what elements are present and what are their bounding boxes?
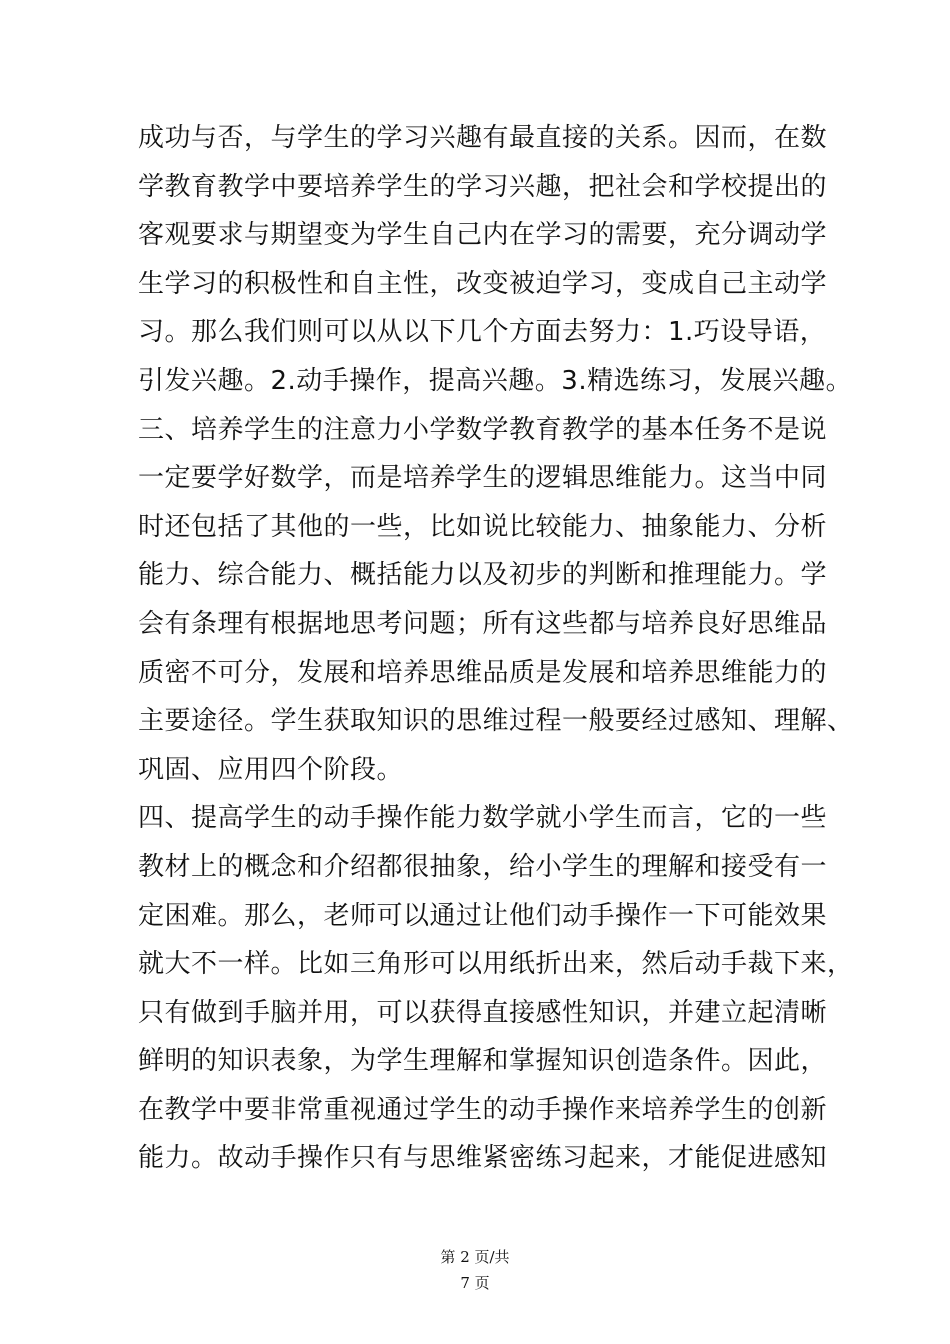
text-line: 巩固、应用四个阶段。 — [138, 754, 404, 785]
text-line: 成功与否，与学生的学习兴趣有最直接的关系。因而，在数 — [138, 123, 828, 153]
text-line: 学教育教学中要培养学生的学习兴趣，把社会和学校提出的 — [138, 171, 828, 202]
page-number-line-2: 7 页 — [460, 1274, 490, 1292]
text-line: 定困难。那么，老师可以通过让他们动手操作一下可能效果 — [138, 900, 828, 931]
text-line: 三、培养学生的注意力小学数学教育教学的基本任务不是说 — [138, 414, 828, 445]
text-line: 能力、综合能力、概括能力以及初步的判断和推理能力。学 — [138, 560, 828, 591]
body-text — [138, 114, 854, 1183]
text-line: 在教学中要非常重视通过学生的动手操作来培养学生的创新 — [138, 1094, 828, 1125]
text-line: 能力。故动手操作只有与思维紧密练习起来，才能促进感知 — [138, 1143, 828, 1174]
page-number-line-1: 第 2 页/共 — [440, 1248, 510, 1266]
text-line: 习。那么我们则可以从以下几个方面去努力：1.巧设导语， — [138, 317, 827, 348]
text-line: 引发兴趣。2.动手操作，提高兴趣。3.精选练习，发展兴趣。 — [138, 365, 853, 396]
page-footer — [0, 1244, 950, 1296]
text-line: 四、提高学生的动手操作能力数学就小学生而言，它的一些 — [138, 803, 828, 834]
text-line: 客观要求与期望变为学生自己内在学习的需要，充分调动学 — [138, 220, 828, 251]
text-line: 就大不一样。比如三角形可以用纸折出来，然后动手裁下来， — [138, 949, 854, 980]
text-line: 会有条理有根据地思考问题；所有这些都与培养良好思维品 — [138, 608, 828, 639]
text-line: 鲜明的知识表象，为学生理解和掌握知识创造条件。因此， — [138, 1046, 828, 1077]
text-line: 只有做到手脑并用，可以获得直接感性知识，并建立起清晰 — [138, 997, 828, 1028]
text-line: 一定要学好数学，而是培养学生的逻辑思维能力。这当中同 — [138, 463, 828, 494]
text-line: 主要途径。学生获取知识的思维过程一般要经过感知、理解、 — [138, 706, 854, 737]
text-line: 教材上的概念和介绍都很抽象，给小学生的理解和接受有一 — [138, 851, 828, 882]
text-line: 质密不可分，发展和培养思维品质是发展和培养思维能力的 — [138, 657, 828, 688]
text-line: 生学习的积极性和自主性，改变被迫学习，变成自己主动学 — [138, 268, 828, 299]
text-line: 时还包括了其他的一些，比如说比较能力、抽象能力、分析 — [138, 511, 828, 542]
